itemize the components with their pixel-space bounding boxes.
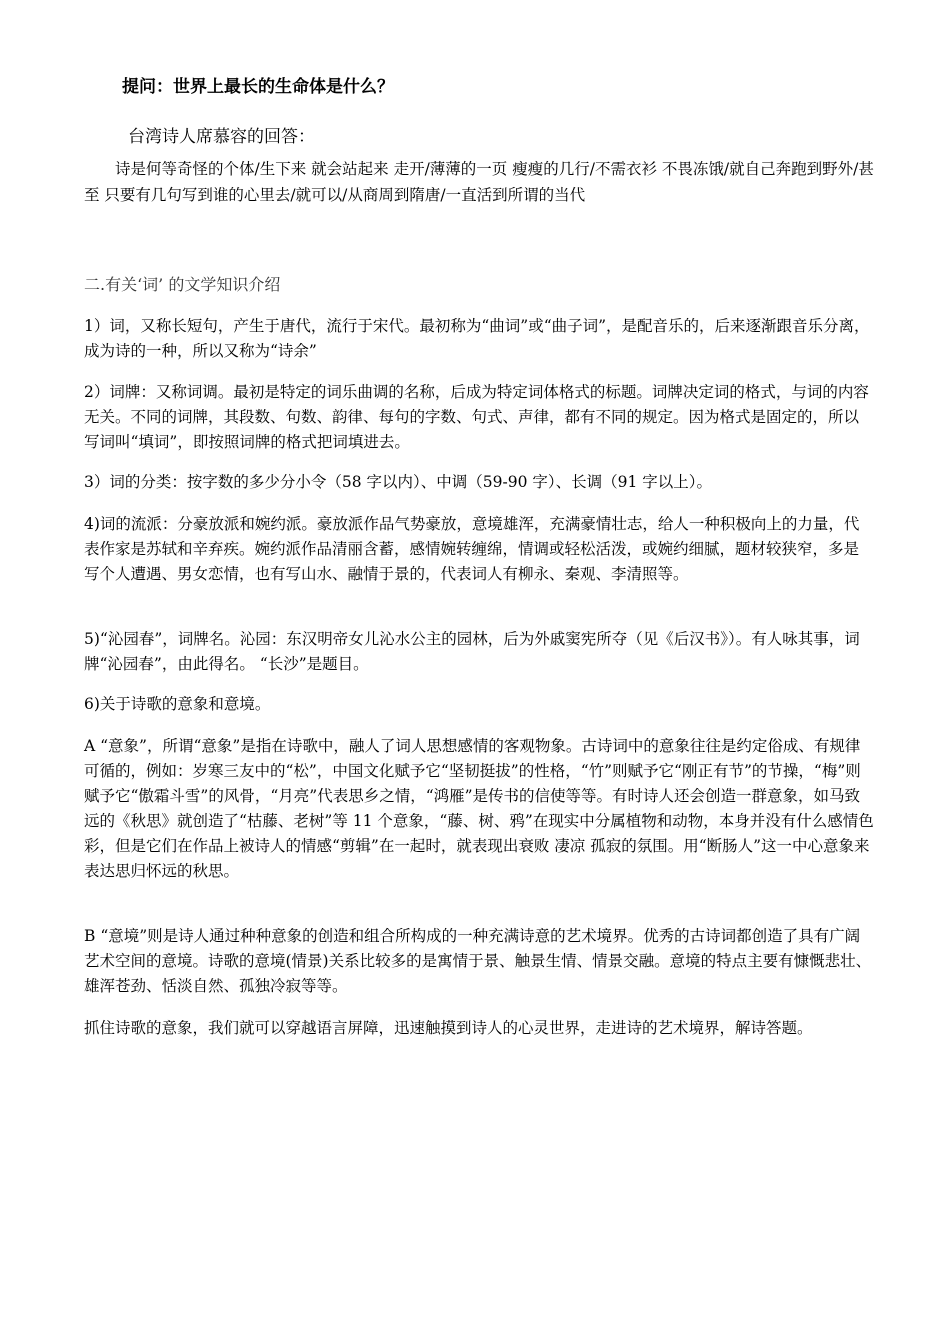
paragraph-image-b: B “意境”则是诗人通过种种意象的创造和组合所构成的一种充满诗意的艺术境界。优秀的古诗词都创造了具有广阔艺术空间的意境。诗歌的意境(情景)关系比较多的是寓情于景、触景生情、情景交融。意境的特点主要有慷慨悲壮、雄浑苍劲、恬淡自然、孤独冷寂等等。 (84, 927, 872, 995)
section-title: 二.有关‘词’ 的文学知识介绍 (84, 275, 281, 294)
paragraph-conclusion: 抓住诗歌的意象，我们就可以穿越语言屏障，迅速触摸到诗人的心灵世界，走进诗的艺术境界，解诗答题。 (84, 1019, 813, 1037)
poem-text: 诗是何等奇怪的个体/生下来 就会站起来 走开/薄薄的一页 瘦瘦的几行/不需衣衫 不畏冻饿/就自己奔跑到野外/甚至 只要有几句写到谁的心里去/就可以/从商周到隋唐/一直活到所谓的当代 (84, 160, 874, 204)
question-title: 提问：世界上最长的生命体是什么？ (122, 77, 394, 97)
answer-label: 台湾诗人席慕容的回答： (128, 127, 315, 147)
paragraph-2: 2）词牌：又称词调。最初是特定的词乐曲调的名称，后成为特定词体格式的标题。词牌决定词的格式，与词的内容无关。不同的词牌，其段数、句数、韵律、每句的字数、句式、声律，都有不同的规定。因为格式是固定的，所以写词叫“填词”，即按照词牌的格式把词填进去。 (84, 383, 869, 451)
paragraph-image-a: A “意象”，所谓“意象”是指在诗歌中，融人了词人思想感情的客观物象。古诗词中的意象往往是约定俗成、有规律可循的，例如：岁寒三友中的“松”，中国文化赋予它“坚韧挺拔”的性格，“竹”则赋予它“刚正有节”的节操，“梅”则赋予它“傲霜斗雪”的风骨，“月亮”代表思乡之情，“鸿雁”是传书的信使等等。有时诗人还会创造一群意象，如马致远的《秋思》就创造了“枯藤、老树”等 11 个意象，“藤、树、鸦”在现实中分属植物和动物，本身并没有什么感情色彩，但是它们在作品上被诗人的情感“剪辑”在一起时，就表现出衰败 凄凉 孤寂的氛围。用“断肠人”这一中心意象来表达思归怀远的秋思。 (84, 737, 874, 880)
paragraph-5: 5)“沁园春”，词牌名。沁园：东汉明帝女儿沁水公主的园林，后为外戚窦宪所夺（见《后汉书》）。有人咏其事，词牌“沁园春”，由此得名。 “长沙”是题目。 (84, 630, 860, 673)
paragraph-6: 6)关于诗歌的意象和意境。 (84, 695, 271, 713)
paragraph-4: 4)词的流派：分豪放派和婉约派。豪放派作品气势豪放，意境雄浑，充满豪情壮志，给人一种积极向上的力量，代表作家是苏轼和辛弃疾。婉约派作品清丽含蓄，感情婉转缠绵，情调或轻松活泼，或婉约细腻，题材较狭窄，多是写个人遭遇、男女恋情，也有写山水、融情于景的，代表词人有柳永、秦观、李清照等。 (84, 515, 860, 583)
paragraph-3: 3）词的分类：按字数的多少分小令（58 字以内）、中调（59-90 字）、长调（91 字以上）。 (84, 473, 713, 491)
paragraph-1: 1）词，又称长短句，产生于唐代，流行于宋代。最初称为“曲词”或“曲子词”，是配音乐的，后来逐渐跟音乐分离，成为诗的一种，所以又称为“诗余” (84, 317, 870, 360)
